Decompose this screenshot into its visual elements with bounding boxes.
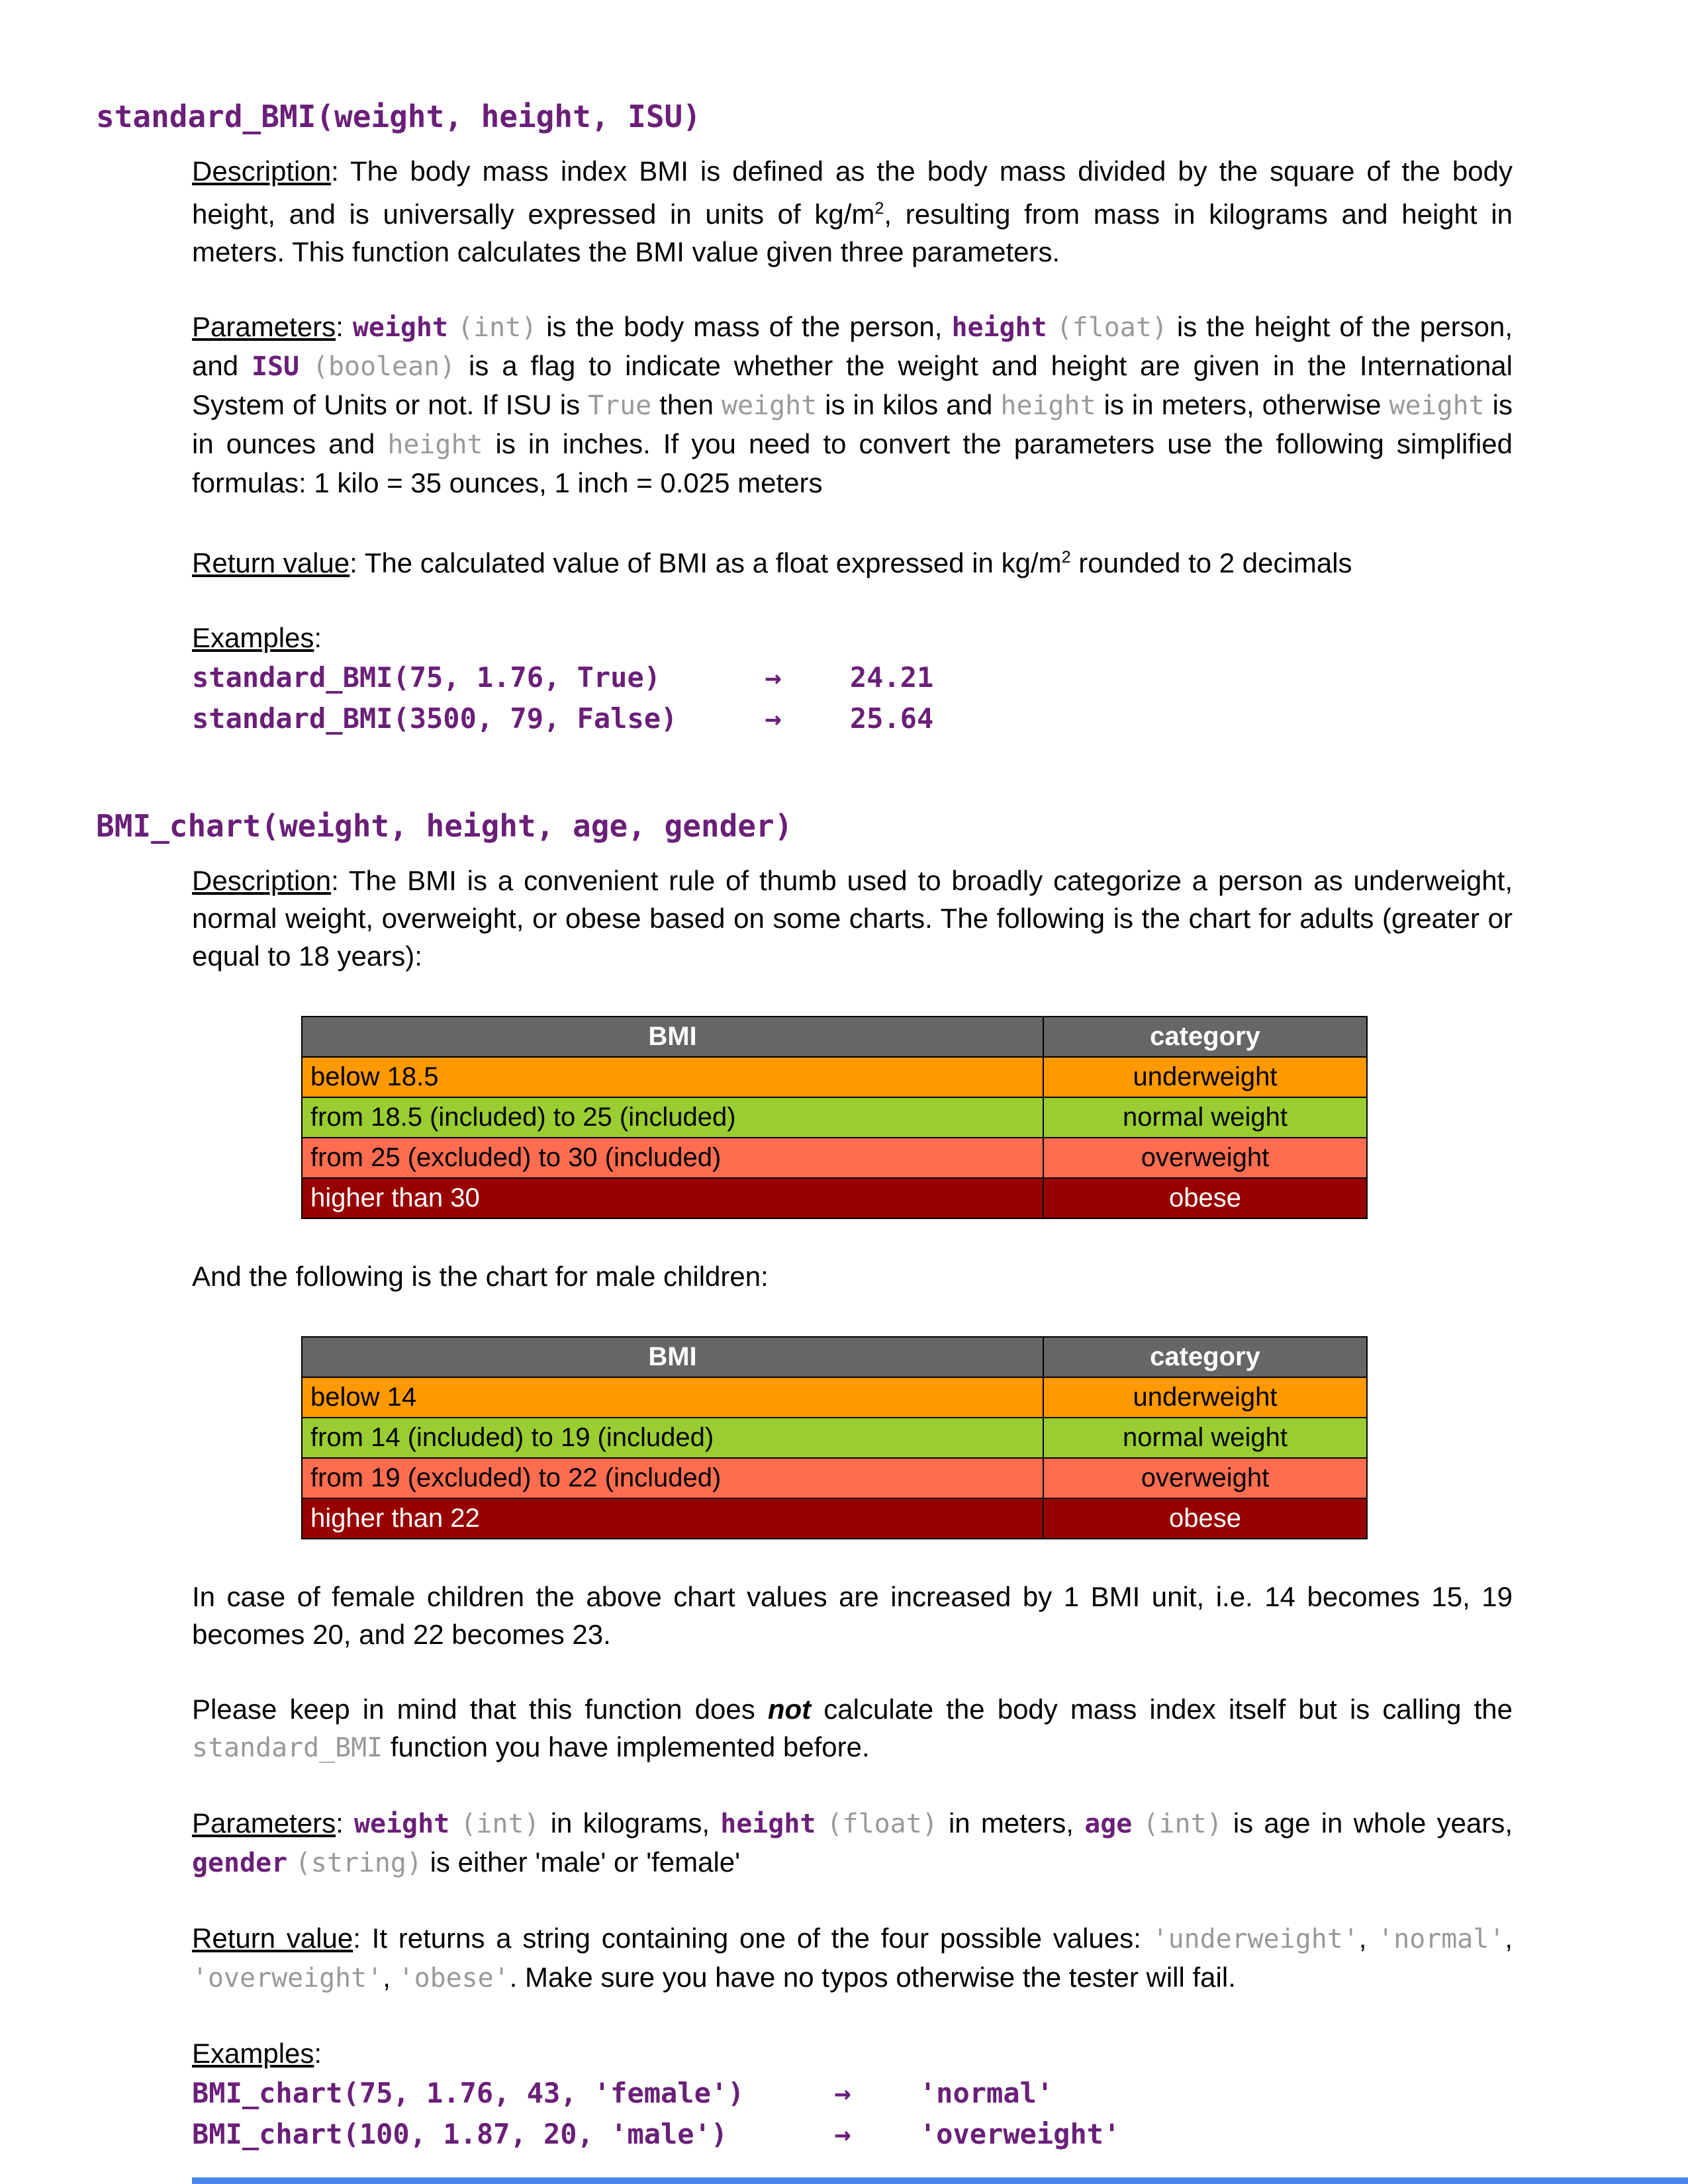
example-call: standard_BMI(3500, 79, False): [192, 702, 678, 735]
table-row-underweight: [302, 1377, 1367, 1418]
table-header-category: category: [1043, 1017, 1367, 1057]
arrow-icon: →: [765, 702, 782, 735]
parameters-paragraph: Parameters: weight (int) in kilograms, height (float) in meters, age (int) is age in whole years, gender (string) is either 'male' or 'female': [192, 1807, 1513, 1878]
example-line: [192, 2115, 1513, 2154]
bmi-range-cell: below 18.5: [302, 1057, 1043, 1097]
example-result: 25.64: [849, 702, 934, 735]
example-line: [192, 699, 1513, 739]
example-line: [192, 658, 1513, 698]
category-cell: obese: [1043, 1178, 1367, 1218]
table-header-bmi: BMI: [302, 1337, 1043, 1377]
children-bmi-table: [301, 1336, 1368, 1539]
description-paragraph: Description: The BMI is a convenient rule of thumb used to broadly categorize a person as underweight, normal weight, overweight, or obese based on some charts. The following is the chart for adults (greater or equal to 18 years):: [192, 865, 1513, 972]
examples-label: Examples:: [192, 622, 322, 653]
arrow-icon: →: [765, 661, 782, 694]
function-heading-standard-bmi: standard_BMI(weight, height, ISU): [96, 99, 701, 134]
female-note-paragraph: In case of female children the above chart values are increased by 1 BMI unit, i.e. 14 becomes 15, 19 becomes 20, and 22 becomes 23.: [192, 1581, 1513, 1650]
section-body: [192, 862, 1513, 2154]
bmi-range-cell: from 19 (excluded) to 22 (included): [302, 1458, 1043, 1498]
example-call: standard_BMI(75, 1.76, True): [192, 661, 661, 694]
bmi-range-cell: from 14 (included) to 19 (included): [302, 1418, 1043, 1458]
return-value-paragraph: Return value: It returns a string containing one of the four possible values: 'underweight', 'normal', 'overweight', 'obese'. Make sure you have no typos otherwise the tester will fail.: [192, 1923, 1513, 1993]
description-paragraph: Description: The body mass index BMI is defined as the body mass divided by the square of the body height, and is universally expressed in units of $kg/m^2$, resulting from mass in kilograms and height in meters. This function calculates the BMI value given three parameters.: [192, 156, 1513, 267]
category-cell: underweight: [1043, 1377, 1367, 1418]
table-row-normal-weight: [302, 1418, 1367, 1458]
example-call: BMI_chart(100, 1.87, 20, 'male'): [192, 2118, 728, 2150]
example-result: 'normal': [919, 2077, 1054, 2109]
table-row-obese: [302, 1498, 1367, 1539]
table-row-normal-weight: [302, 1097, 1367, 1138]
table-row-obese: [302, 1178, 1367, 1218]
table-row-underweight: [302, 1057, 1367, 1097]
section-body: [192, 152, 1513, 739]
table-row-overweight: [302, 1458, 1367, 1498]
table-header-row: [302, 1017, 1367, 1057]
example-line: [192, 2073, 1513, 2113]
adult-bmi-table: [301, 1016, 1368, 1219]
bmi-range-cell: below 14: [302, 1377, 1043, 1418]
selection-highlight-bar: [192, 2177, 1688, 2184]
example-result: 24.21: [849, 661, 934, 694]
children-chart-intro: And the following is the chart for male children:: [192, 1261, 769, 1292]
table-header-category: category: [1043, 1337, 1367, 1377]
parameters-paragraph: Parameters: weight (int) is the body mass of the person, height (float) is the height of the person, and ISU (boolean) is a flag to indicate whether the weight and height are given in the International System of Units or not. If ISU is True then weight is in kilos and height is in meters, otherwise weight is in ounces and height is in inches. If you need to convert the parameters use the following simplified formulas: 1 kilo = 35 ounces, 1 inch = 0.025 meters: [192, 311, 1513, 498]
bmi-range-cell: higher than 22: [302, 1498, 1043, 1539]
category-cell: obese: [1043, 1498, 1367, 1539]
bmi-range-cell: from 25 (excluded) to 30 (included): [302, 1138, 1043, 1178]
section-standard-bmi: [96, 98, 1513, 739]
bmi-range-cell: higher than 30: [302, 1178, 1043, 1218]
category-cell: overweight: [1043, 1138, 1367, 1178]
example-result: 'overweight': [919, 2118, 1121, 2150]
bmi-range-cell: from 18.5 (included) to 25 (included): [302, 1097, 1043, 1138]
function-heading-bmi-chart: BMI_chart(weight, height, age, gender): [96, 808, 793, 844]
table-row-overweight: [302, 1138, 1367, 1178]
return-value-paragraph: Return value: The calculated value of BMI as a float expressed in $kg/m^2$ rounded to 2 decimals: [192, 547, 1352, 578]
category-cell: overweight: [1043, 1458, 1367, 1498]
arrow-icon: →: [834, 2077, 851, 2109]
table-header-row: [302, 1337, 1367, 1377]
example-call: BMI_chart(75, 1.76, 43, 'female'): [192, 2077, 745, 2109]
table-header-bmi: BMI: [302, 1017, 1043, 1057]
arrow-icon: →: [834, 2118, 851, 2150]
category-cell: normal weight: [1043, 1418, 1367, 1458]
implementation-note-paragraph: Please keep in mind that this function does not calculate the body mass index itself but is calling the standard_BMI function you have implemented before.: [192, 1694, 1513, 1763]
category-cell: normal weight: [1043, 1097, 1367, 1138]
section-bmi-chart: [96, 807, 1513, 2154]
category-cell: underweight: [1043, 1057, 1367, 1097]
examples-label: Examples:: [192, 2038, 322, 2069]
